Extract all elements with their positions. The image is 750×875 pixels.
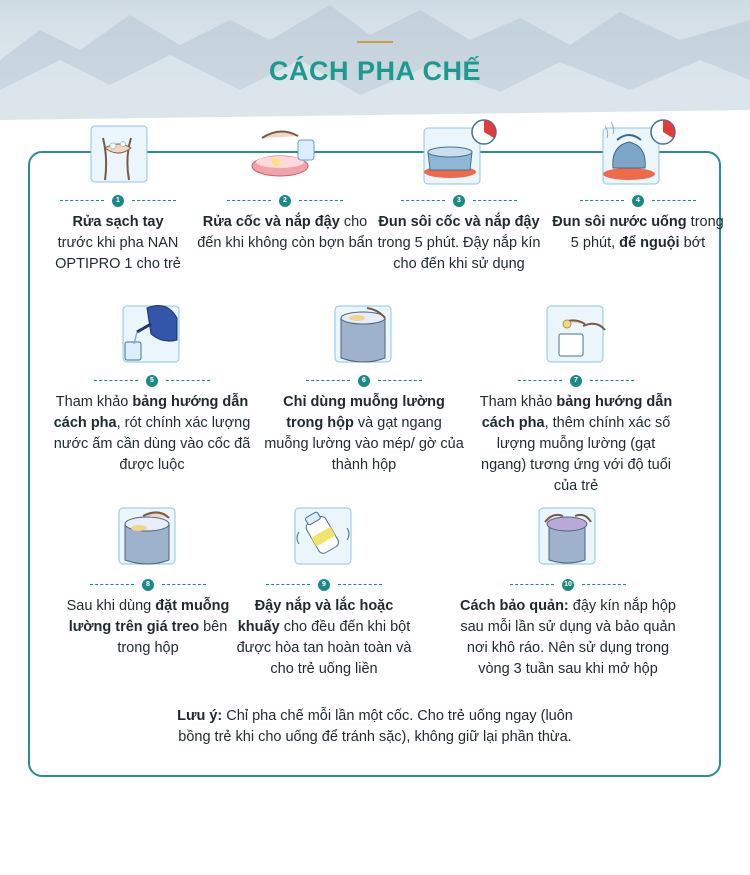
step-description [52, 392, 252, 476]
kettle-timer-icon [593, 118, 683, 190]
step-bold-text: đặt muỗng lường trên giá treo [68, 598, 230, 635]
step-number-badge: 2 [279, 195, 291, 207]
step-text: cho đến khi không còn bợn bẩn [197, 214, 373, 251]
step-number-row [94, 375, 210, 387]
step-text: trong 5 phút, [570, 214, 724, 251]
step-text: Sau khi dùng [66, 598, 152, 614]
scoop-holder-icon [103, 502, 193, 574]
step-text: , rót chính xác lượng nước ấm cần dùng vào cốc đã được luộc [53, 415, 251, 473]
step-number-badge: 1 [112, 195, 124, 207]
step-text: Tham khảo [479, 394, 553, 410]
step-bold-text: Đậy nắp và lắc hoặc khuấy [237, 598, 394, 635]
page-title: CÁCH PHA CHẾ [268, 56, 481, 86]
step-bold-text: Rửa cốc và nắp đậy [202, 214, 340, 230]
step-text: bên trong hộp [117, 619, 228, 656]
step-text: Tham khảo [55, 394, 129, 410]
step-number-badge: 9 [318, 579, 330, 591]
step-number-badge: 3 [453, 195, 465, 207]
step-description [474, 392, 678, 497]
step-description [371, 212, 547, 275]
step-number-badge: 10 [562, 579, 574, 591]
step-text: cho đều đến khi bột được hòa tan hoàn toàn và cho trẻ uống liền [236, 619, 412, 677]
step-number-badge: 4 [632, 195, 644, 207]
bowl-washing-icon [240, 118, 330, 190]
step-bold-text: Đun sôi cốc và nắp đậy [378, 214, 540, 230]
step-bold-text: Đun sôi nước uống [552, 214, 687, 230]
step-text: đậy kín nắp hộp sau mỗi lần sử dụng và bảo quản nơi khô ráo. Nên sử dụng trong vòng 3 tuần sau khi mở hộp [460, 598, 676, 677]
step-number-row [306, 375, 422, 387]
step-number-row [90, 579, 206, 591]
step-number-badge: 8 [142, 579, 154, 591]
step-description [550, 212, 726, 254]
step-description [60, 596, 236, 659]
adding-powder-icon [531, 298, 621, 370]
closed-can-icon [523, 502, 613, 574]
step-bold-text: bảng hướng dẫn cách pha [53, 394, 249, 431]
step-number-row [580, 195, 696, 207]
step-number-badge: 7 [570, 375, 582, 387]
note [160, 706, 590, 748]
step-description [236, 596, 412, 680]
note-label: Lưu ý: [177, 708, 223, 724]
step-text: , thêm chính xác số lượng muỗng lường (gạt ngang) tương ứng với độ tuổi của trẻ [481, 415, 671, 494]
step-text: và gạt ngang muỗng lường vào mép/ gờ của thành hộp [264, 415, 464, 473]
title-accent-rule [357, 41, 393, 43]
step-bold-text: để nguội [619, 235, 680, 251]
step-number-badge: 6 [358, 375, 370, 387]
step-number-row [60, 195, 176, 207]
step-text: bớt [683, 235, 706, 251]
scoop-leveling-icon [319, 298, 409, 370]
note-text: Chỉ pha chế mỗi lần một cốc. Cho trẻ uống ngay (luôn bồng trẻ khi cho uống để tránh sặc), không giữ lại phần thừa. [178, 708, 573, 745]
hands-washing-icon [73, 118, 163, 190]
step-description [30, 212, 206, 275]
boiling-pot-timer-icon [414, 118, 504, 190]
step-text: trước khi pha NAN OPTIPRO 1 cho trẻ [55, 235, 181, 272]
step-description [264, 392, 464, 476]
step-bold-text: Rửa sạch tay [72, 214, 164, 230]
step-number-row [510, 579, 626, 591]
step-bold-text: bảng hướng dẫn cách pha [481, 394, 673, 431]
step-description [197, 212, 373, 254]
pouring-kettle-icon [107, 298, 197, 370]
step-number-row [266, 579, 382, 591]
step-number-row [401, 195, 517, 207]
shaking-bottle-icon [279, 502, 369, 574]
step-description [458, 596, 678, 680]
step-text: trong 5 phút. Đậy nắp kín cho đến khi sử dụng [377, 235, 541, 272]
step-bold-text: Chỉ dùng muỗng lường trong hộp [283, 394, 445, 431]
step-bold-text: Cách bảo quản: [460, 598, 569, 614]
step-number-row [518, 375, 634, 387]
step-number-badge: 5 [146, 375, 158, 387]
step-number-row [227, 195, 343, 207]
